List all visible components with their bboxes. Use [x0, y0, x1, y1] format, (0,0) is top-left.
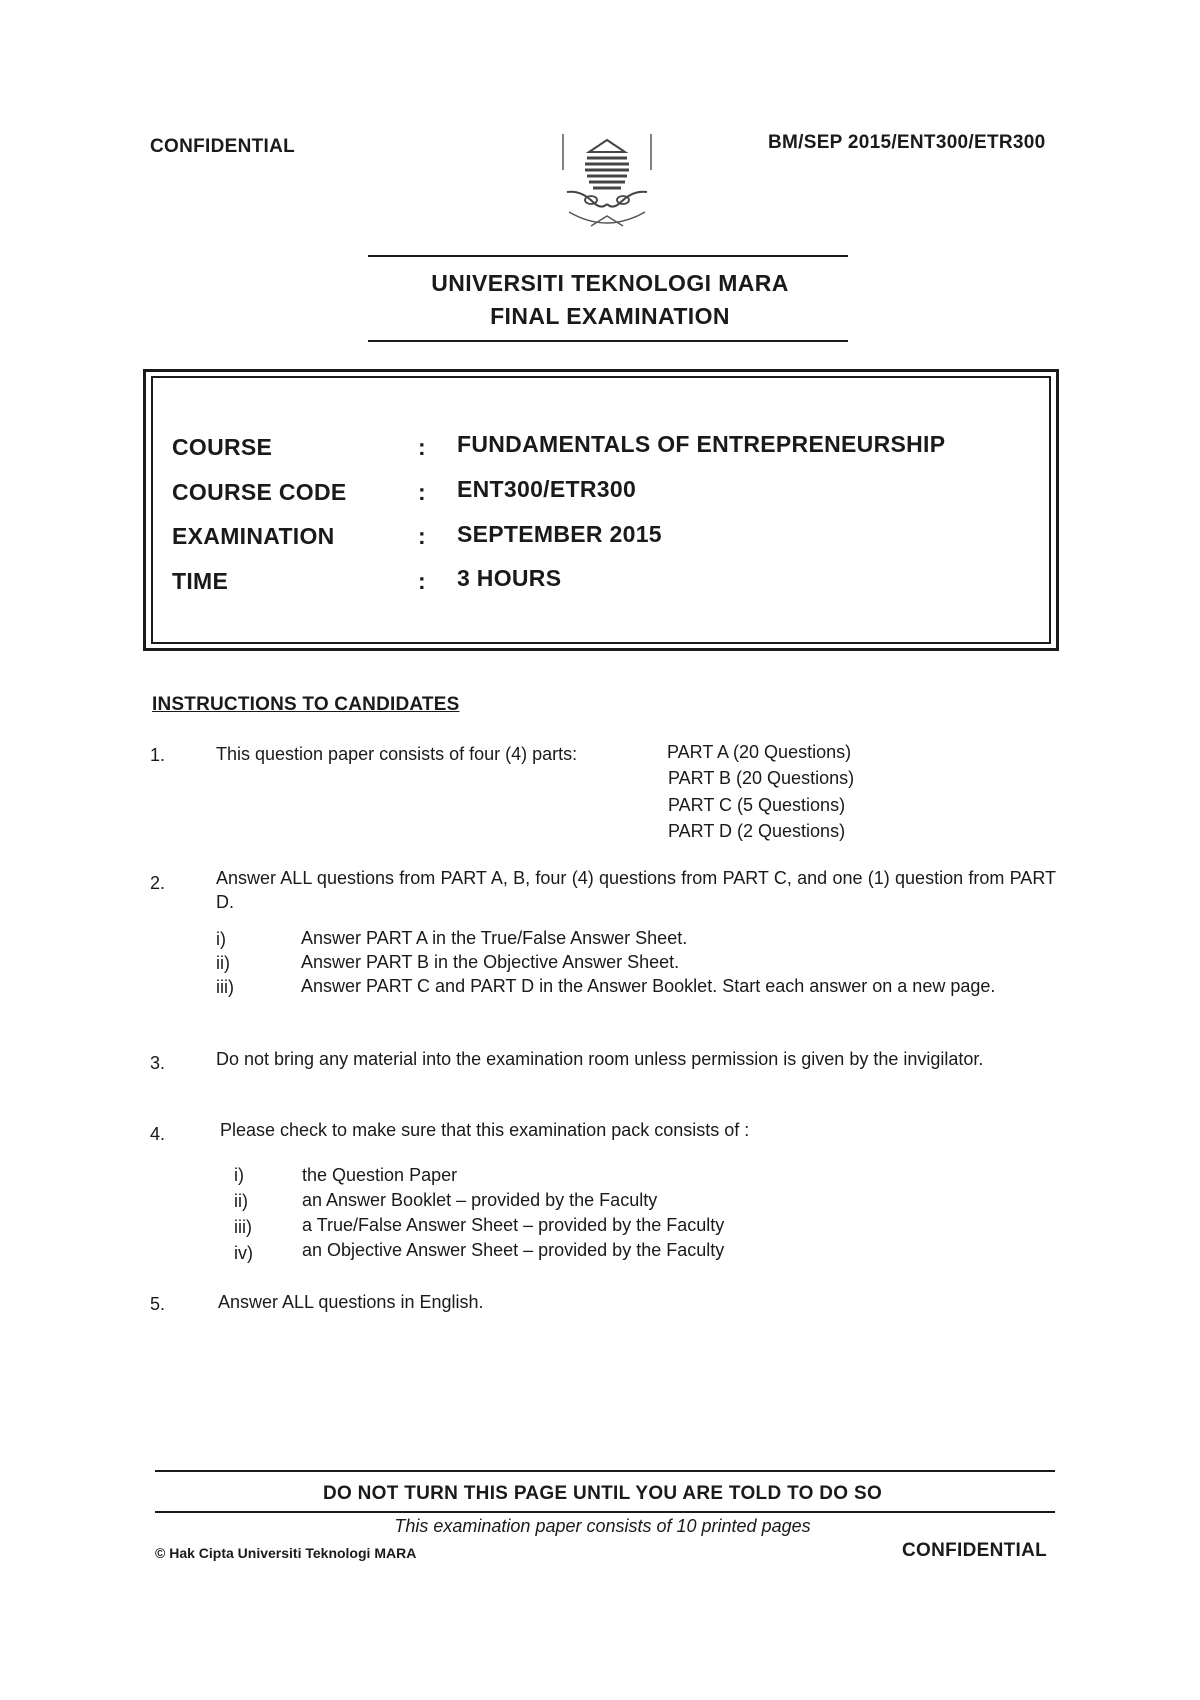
course-label: COURSE	[172, 434, 273, 460]
instruction-3-number: 3.	[150, 1053, 166, 1073]
header-classification: CONFIDENTIAL	[150, 136, 296, 157]
examination-label: EXAMINATION	[172, 523, 335, 549]
instruction-3-text: Do not bring any material into the examination room unless permission is given by the invigilator.	[216, 1049, 984, 1069]
instruction-4-sub-1-number: i)	[234, 1165, 244, 1185]
instruction-2-sub-1-number: i)	[216, 929, 226, 949]
university-crest-logo	[561, 130, 653, 242]
instruction-2-sub-2-number: ii)	[216, 953, 230, 973]
instruction-2-sub-3-text: Answer PART C and PART D in the Answer Booklet. Start each answer on a new page.	[301, 976, 996, 996]
exam-title: FINAL EXAMINATION	[490, 303, 730, 329]
part-c-count: PART C (5 Questions)	[668, 795, 846, 815]
instruction-1-text: This question paper consists of four (4) parts:	[216, 744, 578, 764]
examination-colon: :	[418, 523, 426, 549]
part-d-count: PART D (2 Questions)	[668, 821, 846, 841]
instruction-4-number: 4.	[150, 1124, 166, 1144]
course-code-label: COURSE CODE	[172, 479, 347, 505]
instruction-4-sub-3-text: a True/False Answer Sheet – provided by the Faculty	[302, 1215, 725, 1235]
instruction-4-text: Please check to make sure that this examination pack consists of :	[220, 1120, 750, 1140]
course-code-colon: :	[418, 479, 426, 505]
instruction-5-number: 5.	[150, 1294, 166, 1314]
course-value: FUNDAMENTALS OF ENTREPRENEURSHIP	[457, 431, 946, 457]
instruction-1-number: 1.	[150, 745, 166, 765]
time-label: TIME	[172, 568, 229, 594]
footer-copyright: © Hak Cipta Universiti Teknologi MARA	[155, 1545, 417, 1561]
instruction-2-sub-2-text: Answer PART B in the Objective Answer Sheet.	[301, 952, 680, 972]
time-value: 3 HOURS	[457, 565, 562, 591]
university-name: UNIVERSITI TEKNOLOGI MARA	[431, 270, 789, 296]
footer-top-rule	[155, 1470, 1055, 1472]
instruction-2-text: Answer ALL questions from PART A, B, four (4) questions from PART C, and one (1) question from PART D.	[216, 868, 1056, 912]
instruction-4-sub-4-text: an Objective Answer Sheet – provided by the Faculty	[302, 1240, 725, 1260]
instruction-4-sub-4-number: iv)	[234, 1243, 253, 1263]
footer-warning: DO NOT TURN THIS PAGE UNTIL YOU ARE TOLD TO DO SO	[322, 1483, 883, 1504]
title-top-rule	[368, 255, 848, 257]
footer-bottom-rule	[155, 1511, 1055, 1513]
title-bottom-rule	[368, 340, 848, 342]
instruction-2-sub-3-number: iii)	[216, 977, 234, 997]
instructions-heading: INSTRUCTIONS TO CANDIDATES	[152, 694, 460, 715]
instruction-2-number: 2.	[150, 873, 166, 893]
course-info-box	[151, 376, 1051, 644]
examination-value: SEPTEMBER 2015	[457, 521, 662, 547]
course-code-value: ENT300/ETR300	[457, 476, 637, 502]
footer-pages-note: This examination paper consists of 10 printed pages	[394, 1516, 811, 1536]
instruction-5-text: Answer ALL questions in English.	[218, 1292, 484, 1312]
part-a-count: PART A (20 Questions)	[667, 742, 852, 762]
footer-classification: CONFIDENTIAL	[902, 1540, 1048, 1561]
time-colon: :	[418, 568, 426, 594]
header-paper-code: BM/SEP 2015/ENT300/ETR300	[768, 132, 1046, 153]
instruction-4-sub-2-text: an Answer Booklet – provided by the Faculty	[302, 1190, 658, 1210]
instruction-2-sub-1-text: Answer PART A in the True/False Answer Sheet.	[301, 928, 688, 948]
instruction-4-sub-3-number: iii)	[234, 1217, 252, 1237]
part-b-count: PART B (20 Questions)	[668, 768, 855, 788]
course-colon: :	[418, 434, 426, 460]
instruction-4-sub-2-number: ii)	[234, 1191, 248, 1211]
instruction-4-sub-1-text: the Question Paper	[302, 1165, 458, 1185]
